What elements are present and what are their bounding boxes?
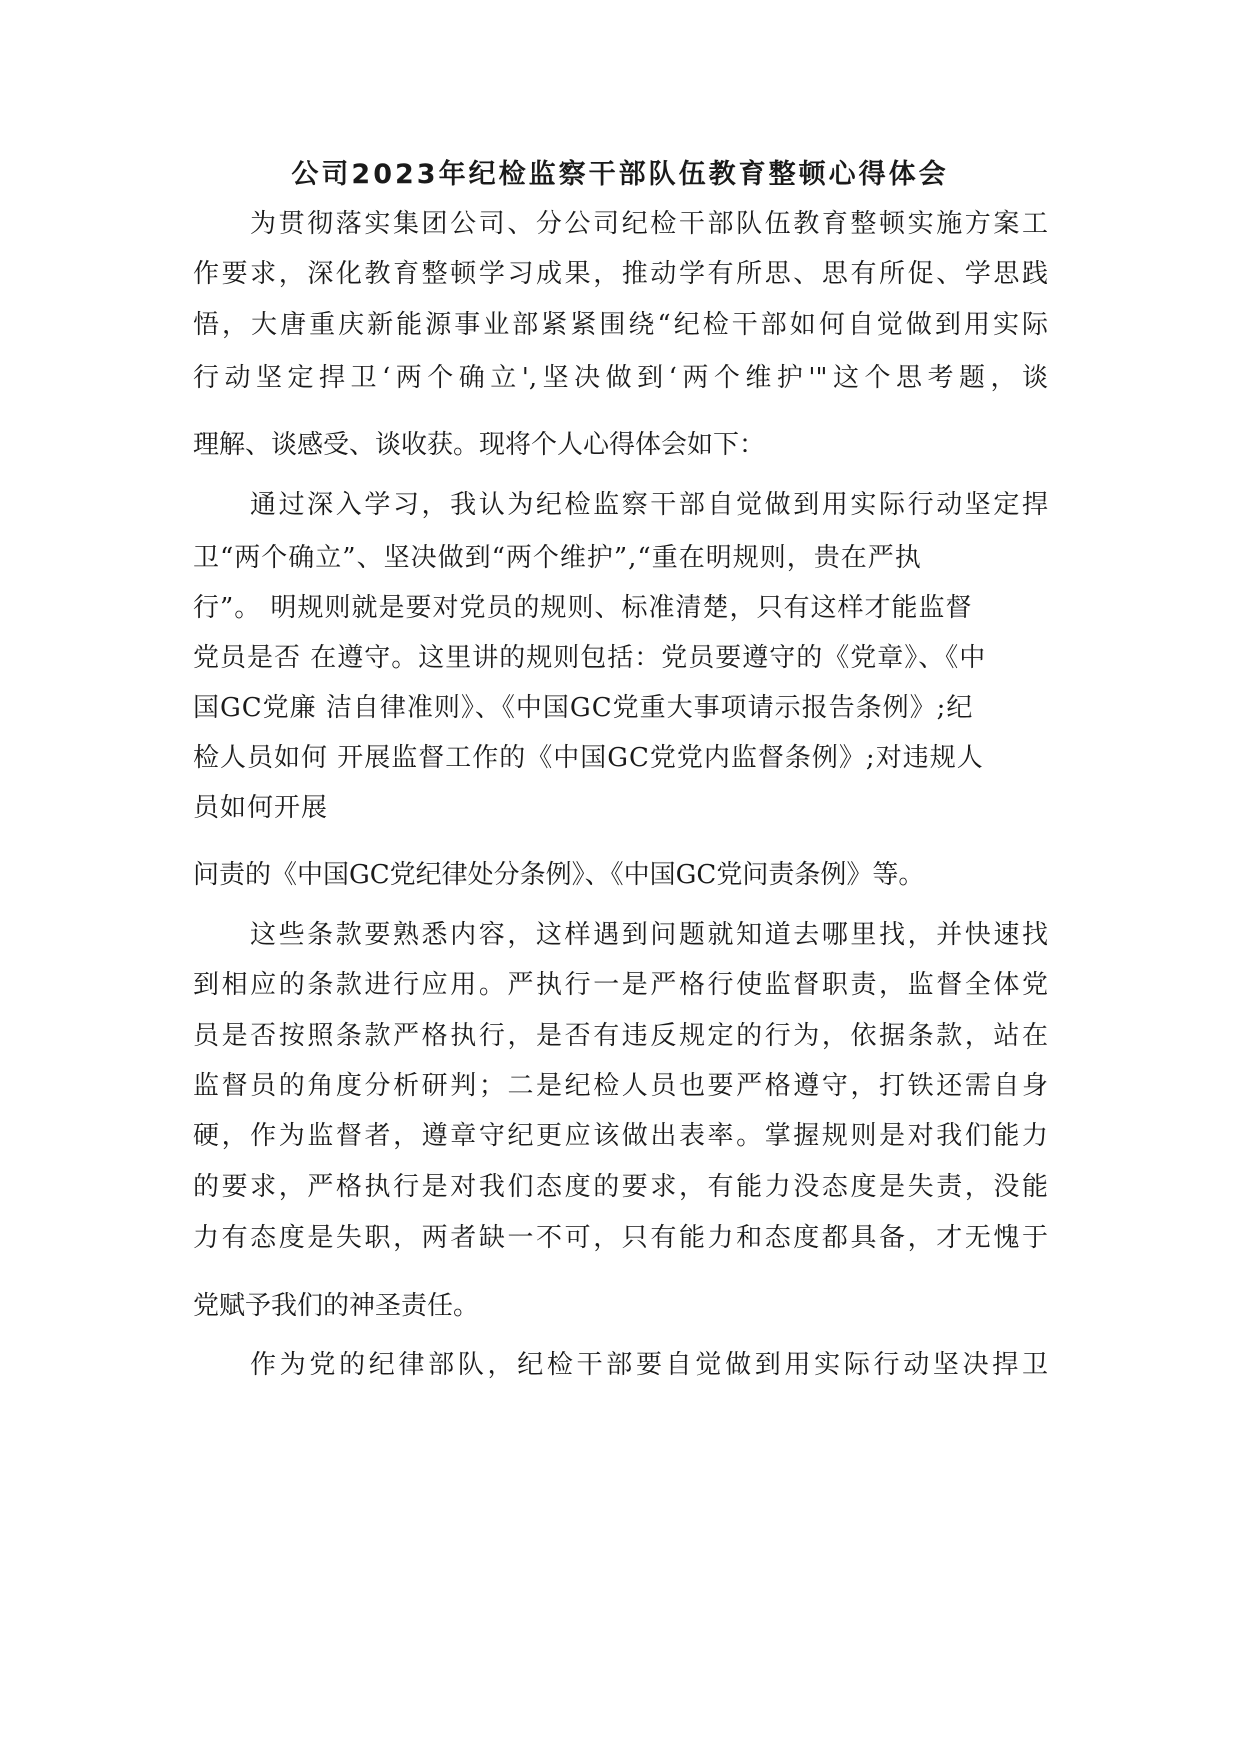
text-line: 行”。 明规则就是要对党员的规则、标准清楚，只有这样才能监督 <box>193 593 973 623</box>
text-line: 卫“两个确立”、坚决做到“两个维护”,“重在明规则，贵在严执 <box>193 543 922 573</box>
text-line: 党员是否 在遵守。这里讲的规则包括：党员要遵守的《党章》、《中 <box>193 643 987 673</box>
text-line: 力有态度是失职，两者缺一不可，只有能力和态度都具备，才无愧于 <box>193 1223 1048 1253</box>
text-line: 检人员如何 开展监督工作的《中国GC党党内监督条例》;对违规人 <box>193 743 984 773</box>
text-line: 员是否按照条款严格执行，是否有违反规定的行为，依据条款，站在 <box>193 1021 1048 1051</box>
text-line: 作为党的纪律部队，纪检干部要自觉做到用实际行动坚决捍卫 <box>250 1350 1048 1380</box>
text-line: 问责的《中国GC党纪律处分条例》、《中国GC党问责条例》等。 <box>193 860 925 890</box>
text-line: 到相应的条款进行应用。严执行一是严格行使监督职责，监督全体党 <box>193 970 1048 1000</box>
text-line: 硬，作为监督者，遵章守纪更应该做出表率。掌握规则是对我们能力 <box>193 1121 1048 1151</box>
text-line: 的要求，严格执行是对我们态度的要求，有能力没态度是失责，没能 <box>193 1172 1048 1202</box>
text-line: 为贯彻落实集团公司、分公司纪检干部队伍教育整顿实施方案工 <box>250 209 1048 239</box>
text-line: 作要求，深化教育整顿学习成果，推动学有所思、思有所促、学思践 <box>193 259 1048 289</box>
text-line: 党赋予我们的神圣责任。 <box>193 1291 480 1321</box>
document-title: 公司2023年纪检监察干部队伍教育整顿心得体会 <box>291 159 949 190</box>
text-line: 理解、谈感受、谈收获。现将个人心得体会如下： <box>193 430 766 460</box>
text-line: 悟，大唐重庆新能源事业部紧紧围绕“纪检干部如何自觉做到用实际 <box>193 310 1048 340</box>
text-line: 监督员的角度分析研判；二是纪检人员也要严格遵守，打铁还需自身 <box>193 1071 1048 1101</box>
text-line: 通过深入学习，我认为纪检监察干部自觉做到用实际行动坚定捍 <box>250 490 1048 520</box>
text-line: 国GC党廉 洁自律准则》、《中国GC党重大事项请示报告条例》;纪 <box>193 693 974 723</box>
text-line: 这些条款要熟悉内容，这样遇到问题就知道去哪里找，并快速找 <box>250 920 1048 950</box>
text-line: 行动坚定捍卫‘两个确立',坚决做到‘两个维护'"这个思考题，谈 <box>193 363 1048 393</box>
text-line: 员如何开展 <box>193 793 329 823</box>
